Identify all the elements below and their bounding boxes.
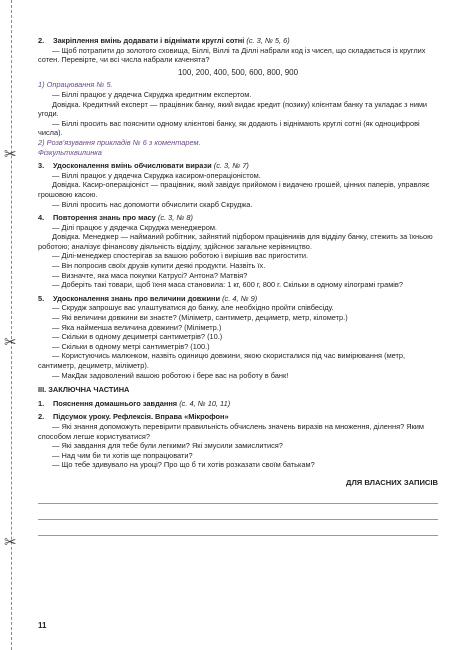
heading-reference: (с. 3, № 8) — [157, 213, 193, 223]
heading-number: 4. — [38, 213, 45, 223]
paragraph: — Скрудж запрошує вас улаштуватися до банку, але необхідно пройти співбесіду. — [52, 303, 334, 313]
paragraph: — Ділі працює у дядечка Скруджа менеджером. — [52, 222, 217, 232]
paragraph: — МакДак задоволений вашою роботою і бере вас на роботу в банк! — [52, 370, 289, 380]
paragraph: — Які завдання для тебе були легкими? Які змусили замислитися? — [52, 441, 283, 451]
section-heading — [38, 399, 438, 409]
paragraph: — Яка найменша величина довжини? (Міліметр.) — [52, 322, 222, 332]
scissors-icon: ✂ — [4, 146, 17, 163]
heading-reference: (с. 4, № 9) — [222, 293, 258, 303]
paragraph: — Над чим би ти хотів ще попрацювати? — [52, 450, 193, 460]
paragraph: Довідка. Касир-операціоніст — працівник, який завідує прийомом і видачею грошей, цінних паперів, управляє грошовою касою. — [38, 180, 430, 199]
section-heading — [38, 36, 438, 46]
heading-number: 2. — [38, 412, 45, 422]
heading-reference: (с. 3, № 7) — [213, 161, 249, 171]
heading-title: Удосконалення знань про величини довжини — [53, 293, 221, 303]
paragraph: — Віллі працює у дядечка Скруджа касиром-операціоністом. — [52, 170, 261, 180]
subheading: 2) Розв'язування прикладів № 6 з коментарем. — [38, 137, 201, 147]
part-heading: III. ЗАКЛЮЧНА ЧАСТИНА — [38, 385, 130, 395]
section-heading — [38, 161, 438, 171]
notes-title: ДЛЯ ВЛАСНИХ ЗАПИСІВ — [346, 477, 438, 487]
paragraph: — Скільки в одному метрі сантиметрів? (100.) — [52, 341, 210, 351]
paragraph: Довідка. Кредитний експерт — працівник банку, який видає кредит (позику) клієнтам банку та укладає з ними угоди. — [38, 99, 428, 119]
paragraph: — Віллі просить нас допомогти обчислити скарб Скруджа. — [52, 199, 253, 209]
subheading: 1) Опрацювання № 5. — [38, 80, 113, 90]
heading-title: Повторення знань про масу — [53, 213, 156, 223]
paragraph: — Визначте, яка маса покупки Катрусі? Антона? Матвія? — [52, 270, 248, 280]
scissors-icon: ✂ — [4, 534, 17, 551]
paragraph: — Він попросив своїх друзів купити деякі продукти. Назвіть їх. — [52, 261, 266, 271]
paragraph: — Ділі-менеджер спостерігав за вашою роботою і вирішив вас пригостити. — [52, 251, 309, 261]
paragraph: — Скільки в одному дециметрі сантиметрів? (10.) — [52, 332, 223, 342]
paragraph: — Біллі просить вас пояснити одному клієнтові банку, як додають і віднімають круглі сотні (як одноцифрові числа). — [38, 118, 420, 138]
number-list: 100, 200, 400, 500, 600, 800, 900 — [177, 67, 299, 77]
paragraph: — Що тебе здивувало на уроці? Про що б ти хотів розказати своїм батькам? — [52, 460, 315, 470]
heading-title: Підсумок уроку. Рефлексія. Вправа «Мікрофон» — [53, 412, 229, 422]
page-content — [38, 32, 438, 536]
heading-number: 5. — [38, 293, 45, 303]
notes-line[interactable] — [38, 488, 438, 504]
heading-reference: (с. 3, № 5, 6) — [246, 36, 290, 45]
paragraph: — Щоб потрапити до золотого сховища, Біллі, Віллі та Діллі набрали код із чисел, що складається із круглих сотен. Перевірте, чи всі числа набрали каченята? — [38, 45, 426, 65]
notes-line[interactable] — [38, 504, 438, 520]
heading-number: 2. — [38, 36, 45, 45]
heading-number: 3. — [38, 161, 45, 171]
paragraph: — Які знання допоможуть перевірити правильність обчислень значень виразів на множення, ділення? Яким способом легше користуватися? — [38, 421, 425, 441]
section-heading — [38, 412, 438, 422]
heading-title: Удосконалення вмінь обчислювати вирази — [53, 161, 212, 171]
paragraph: — Біллі працює у дядечка Скруджа кредитним експертом. — [52, 89, 252, 99]
paragraph: — Користуючись малюнком, назвіть одиницю довжини, якою скористалися під час вимірювання (метр, сантиметр, дециметр, міліметр). — [38, 351, 406, 370]
heading-reference: (с. 4, № 10, 11) — [179, 398, 231, 408]
page-number: 11 — [38, 621, 47, 630]
heading-number: 1. — [38, 398, 45, 408]
notes-line[interactable] — [38, 520, 438, 536]
section-heading — [38, 213, 438, 223]
cut-line — [11, 0, 12, 650]
subheading: Фізкультхвилинка — [38, 147, 102, 157]
paragraph: Довідка. Менеджер — найманий робітник, зайнятий підбором працівників для відділу банку, стежить за їхньою роботою; аналізує фінансову діяльність відділу, здійснює загальне керівництво. — [38, 232, 433, 251]
scissors-icon: ✂ — [4, 334, 17, 351]
section-heading — [38, 294, 438, 304]
heading-title: Пояснення домашнього завдання — [53, 398, 178, 408]
paragraph: — Доберіть такі товари, щоб їхня маса становила: 1 кг, 600 г, 800 г. Скільки в одному кілограмі грамів? — [52, 280, 403, 290]
paragraph: — Які величини довжини ви знаєте? (Міліметр, сантиметр, дециметр, метр, кілометр.) — [52, 313, 348, 323]
heading-title: Закріплення вмінь додавати і віднімати круглі сотні — [53, 36, 245, 45]
